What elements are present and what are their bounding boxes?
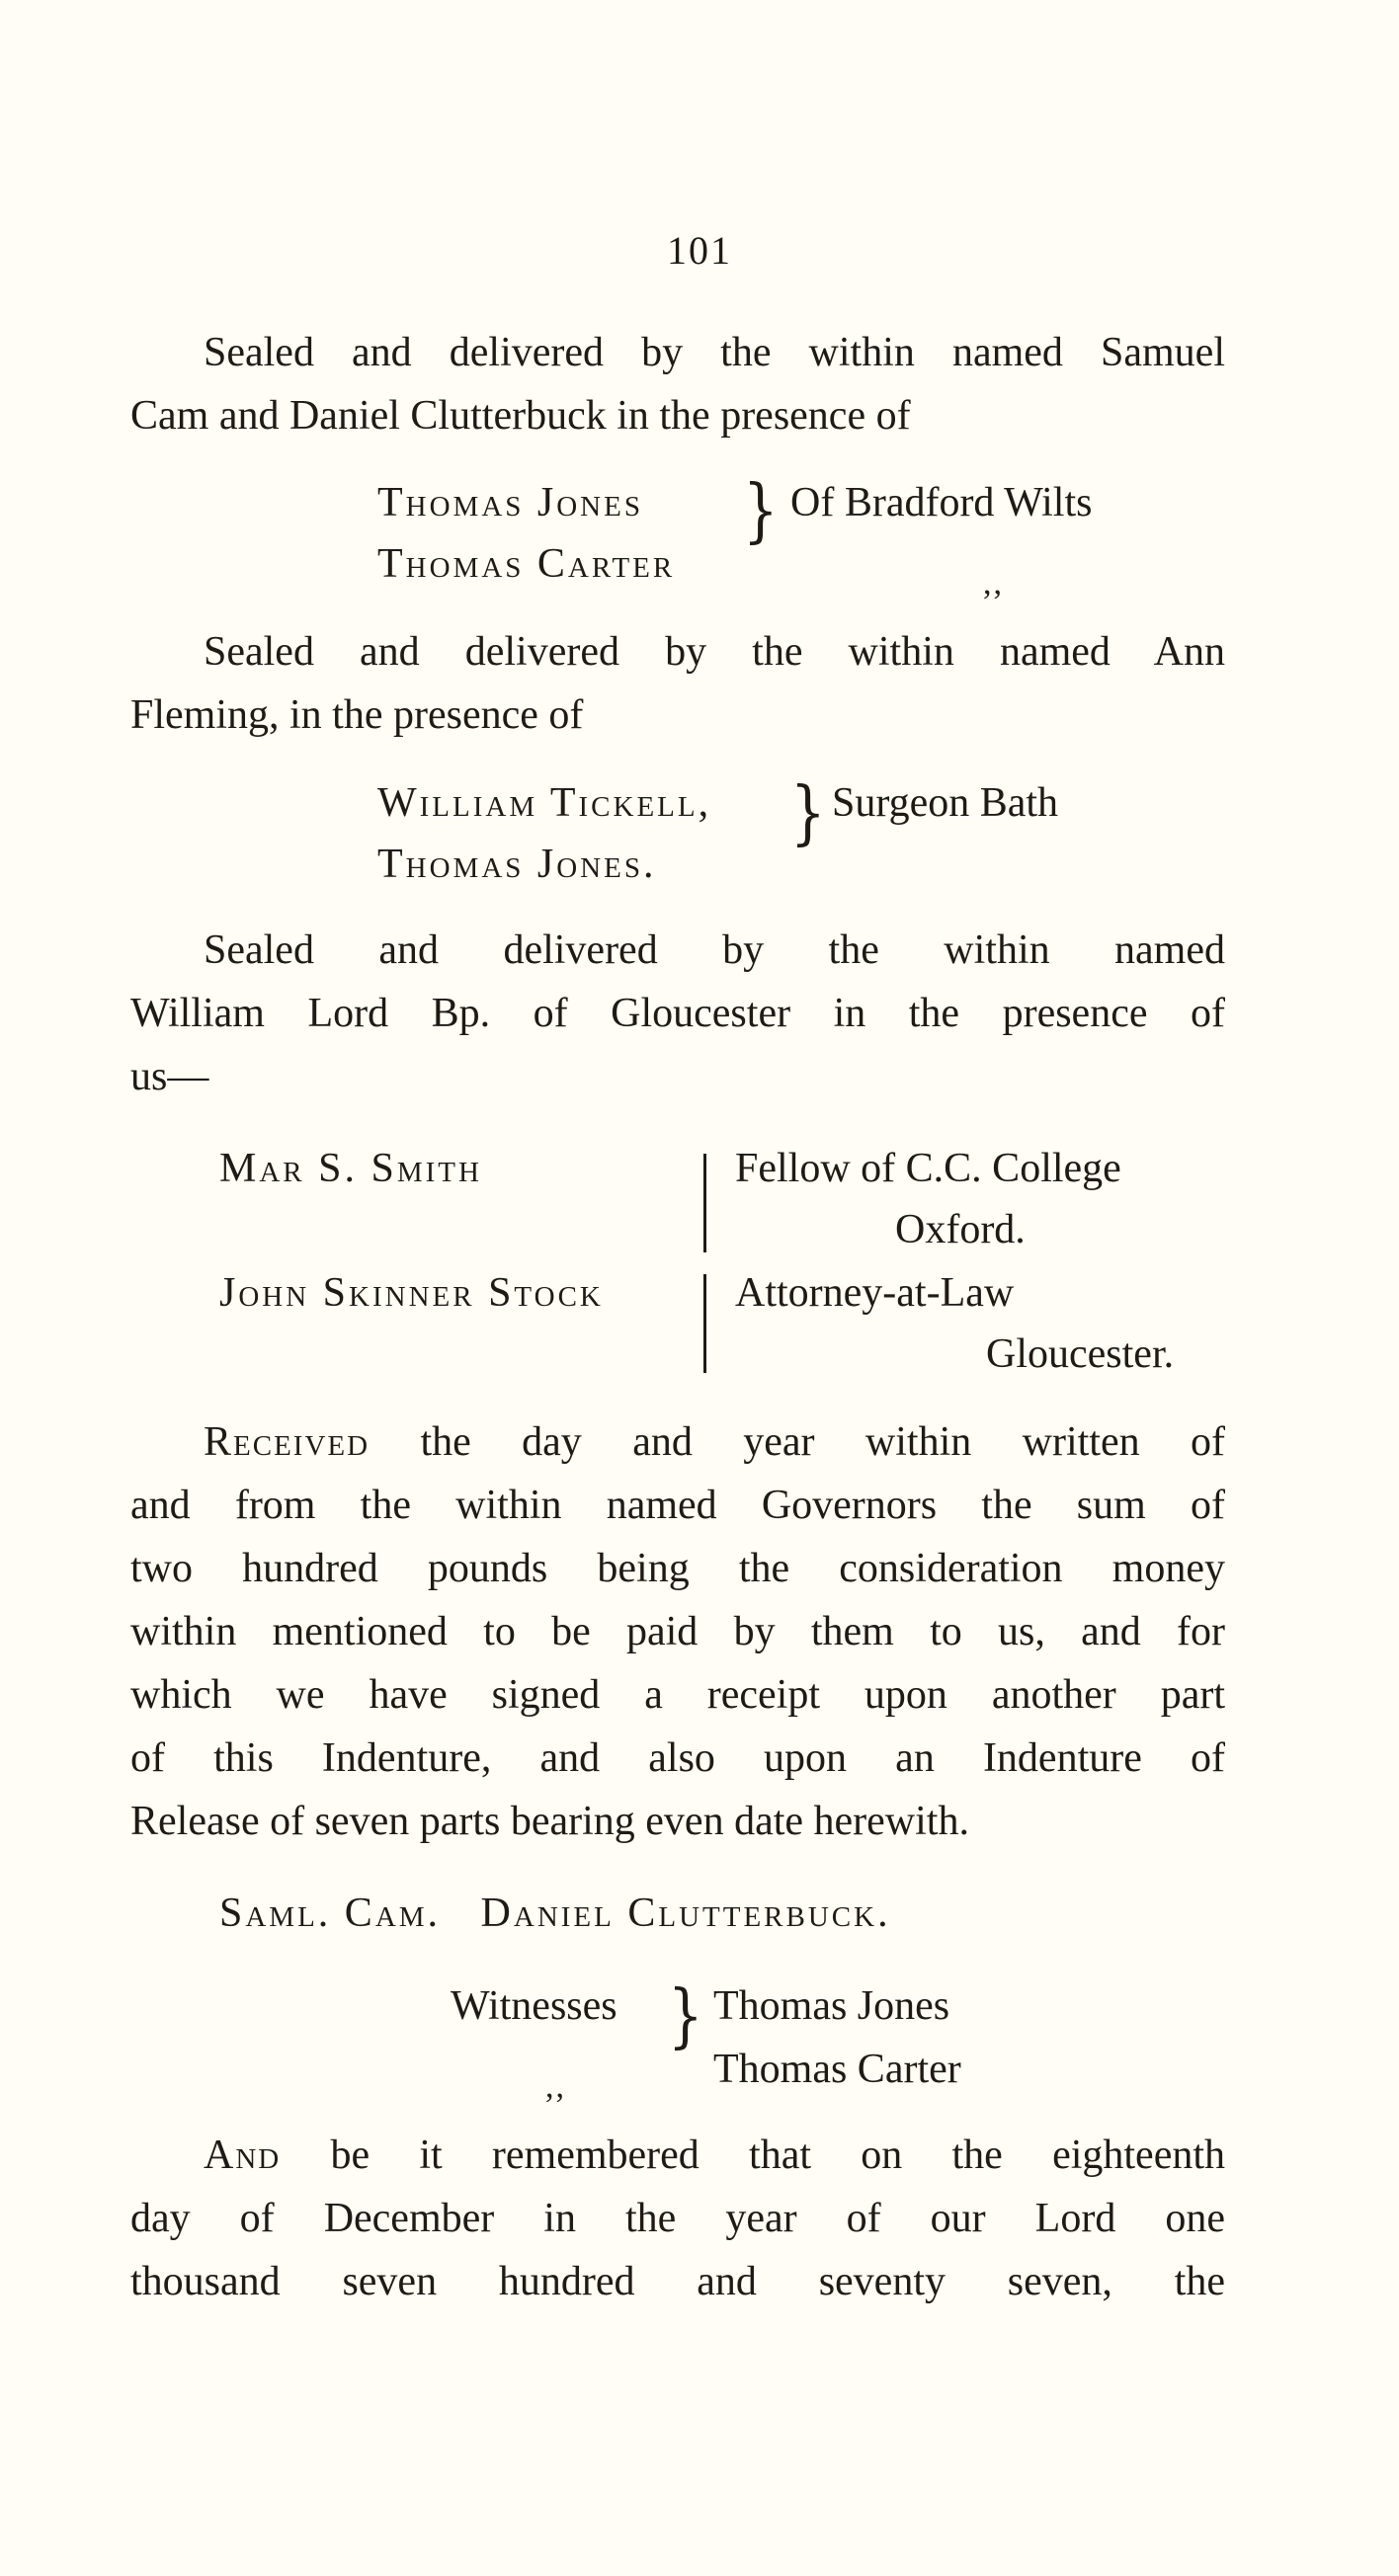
text-line: Received the day and year within written of xyxy=(204,1419,1225,1465)
text-line: Sealed and delivered by the within named xyxy=(204,927,1225,973)
ditto-mark: ,, xyxy=(545,2068,566,2105)
witness-name: Thomas Carter xyxy=(713,2047,961,2092)
ditto-mark: ,, xyxy=(983,565,1004,602)
text-line: Sealed and delivered by the within named Ann xyxy=(204,629,1225,675)
witness-name: Mar S. Smith xyxy=(219,1146,482,1191)
witness-name: John Skinner Stock xyxy=(219,1270,604,1316)
text-line: thousand seven hundred and seventy seven, the xyxy=(130,2259,1225,2304)
brace-icon xyxy=(703,1154,716,1252)
brace-icon: } xyxy=(668,1975,703,2056)
text-line: Cam and Daniel Clutterbuck in the presence of xyxy=(130,393,911,439)
brace-icon: } xyxy=(743,470,779,551)
paragraph-sealed-gloucester xyxy=(130,919,1225,1108)
text-line: William Lord Bp. of Gloucester in the presence of xyxy=(130,991,1225,1036)
text-line: and from the within named Governors the sum of xyxy=(130,1483,1225,1528)
text-line: two hundred pounds being the consideration money xyxy=(130,1546,1225,1591)
brace-icon xyxy=(703,1274,716,1373)
paragraph-received xyxy=(130,1410,1225,1853)
witness-name: Thomas Jones. xyxy=(377,842,657,887)
witness-name: Thomas Jones xyxy=(377,480,643,525)
text-line: within mentioned to be paid by them to us, and for xyxy=(130,1609,1225,1654)
lead-word: Received xyxy=(204,1419,370,1465)
witness-note: Gloucester. xyxy=(986,1331,1175,1377)
text-line: Release of seven parts bearing even date herewith. xyxy=(130,1799,969,1844)
witness-name: Thomas Jones xyxy=(713,1983,950,2029)
paragraph-remembered xyxy=(130,2124,1225,2313)
signatures: Saml. Cam. Daniel Clutterbuck. xyxy=(219,1891,891,1936)
witness-note: Of Bradford Wilts xyxy=(790,480,1093,525)
text-line: Fleming, in the presence of xyxy=(130,692,584,738)
paragraph-sealed-cam-clutterbuck xyxy=(130,321,1225,447)
text-line: which we have signed a receipt upon another part xyxy=(130,1672,1225,1718)
witness-label: Witnesses xyxy=(451,1983,617,2029)
text-line: us— xyxy=(130,1054,209,1099)
text-line: day of December in the year of our Lord one xyxy=(130,2196,1225,2241)
witness-note: Attorney-at-Law xyxy=(735,1270,1015,1316)
witness-note: Oxford. xyxy=(895,1207,1026,1252)
paragraph-sealed-fleming xyxy=(130,620,1225,747)
witness-name: William Tickell, xyxy=(377,780,712,826)
witness-note: Surgeon Bath xyxy=(832,780,1059,826)
witness-note: Fellow of C.C. College xyxy=(735,1146,1121,1191)
page-number: 101 xyxy=(667,228,732,273)
brace-icon: } xyxy=(790,772,826,853)
witness-name: Thomas Carter xyxy=(377,541,676,587)
text-line: And be it remembered that on the eighteenth xyxy=(204,2133,1225,2178)
lead-word: And xyxy=(204,2133,282,2178)
text-line: of this Indenture, and also upon an Indenture of xyxy=(130,1735,1225,1781)
text-line: Sealed and delivered by the within named Samuel xyxy=(204,330,1225,375)
